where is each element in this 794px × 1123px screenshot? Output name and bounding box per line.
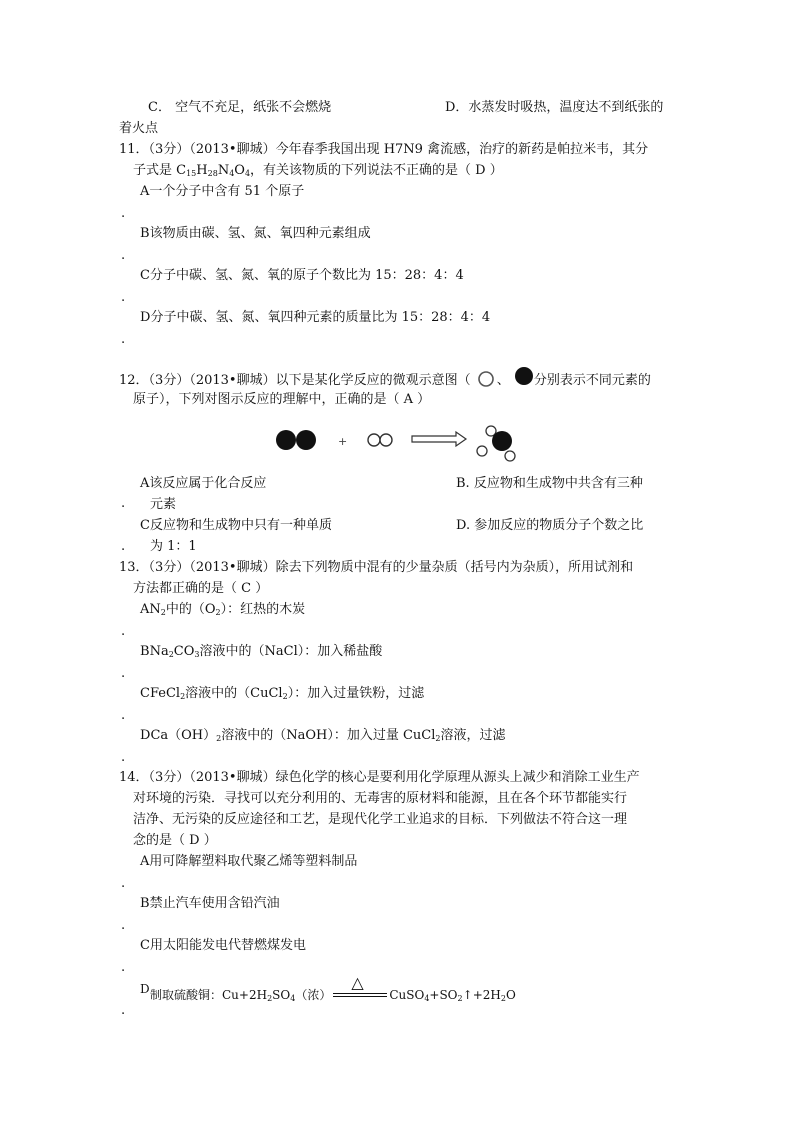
q11-option-b: B该物质由碳、氢、氮、氧四种元素组成 — [140, 226, 371, 241]
plus-sign: + — [338, 435, 348, 448]
q14-dot-c: . — [121, 960, 126, 975]
q11-dot-b: . — [121, 248, 126, 263]
q13-option-c: CFeCl$_2$溶液中的（CuCl$_2$）：加入过量铁粉，过滤 — [140, 686, 425, 701]
q14-dot-b: . — [121, 918, 126, 933]
q13-dot-a: . — [121, 624, 126, 639]
product-molecule — [477, 426, 515, 461]
q11-option-a: A一个分子中含有 51 个原子 — [140, 184, 305, 199]
q13-stem-line1: 13．（3分）（2013•聊城）除去下列物质中混有的少量杂质（括号内为杂质），所用试剂和 — [119, 560, 634, 575]
q14-option-a: A用可降解塑料取代聚乙烯等塑料制品 — [140, 854, 358, 869]
q11-dot-a: . — [121, 206, 126, 221]
reaction-diagram — [270, 420, 530, 468]
q14-dot-d: . — [121, 1003, 126, 1018]
delta-symbol: △ — [351, 973, 364, 992]
q11-stem-line1: 11．（3分）（2013•聊城）今年春季我国出现 H7N9 禽流感，治疗的新药是帕拉米韦，其分 — [119, 142, 649, 157]
gas-arrow-icon: ↑ — [462, 988, 473, 1002]
black-atom-icon — [514, 366, 534, 386]
eq-line-bottom — [333, 996, 387, 997]
reaction-arrow — [412, 432, 466, 446]
q12-stem-line1: 12．（3分）（2013•聊城）以下是某化学反应的微观示意图（ 、 分别表示不同元素的 — [119, 366, 651, 390]
q14-option-b: B禁止汽车使用含铅汽油 — [140, 896, 280, 911]
q12-option-c: C反应物和生成物中只有一种单质 — [140, 518, 332, 533]
q10-option-c: C． 空气不充足，纸张不会燃烧 — [148, 100, 332, 115]
q14-stem-line1: 14．（3分）（2013•聊城）绿色化学的核心是要利用化学原理从源头上减少和消除工业生产 — [119, 770, 640, 785]
q11-dot-c: . — [121, 290, 126, 305]
q12-option-d: D. 参加反应的物质分子个数之比 — [456, 518, 644, 533]
q14-dot-a: . — [121, 876, 126, 891]
q13-option-b: $BNa_2CO_3$溶液中的（NaCl）：加入稀盐酸 — [140, 644, 383, 659]
q12-option-b-cont: 元素 — [150, 497, 177, 512]
white-atom-icon — [475, 370, 497, 388]
q12-option-b: B. 反应物和生成物中共含有三种 — [456, 476, 643, 491]
q13-option-d: $DCa(OH)_2$溶液中的（NaOH）：加入过量 CuCl$_2$溶液，过滤 — [140, 728, 506, 743]
q13-stem-line2: 方法都正确的是（ C ） — [133, 581, 269, 596]
q10-option-d: D．水蒸发时吸热，温度达不到纸张的 — [445, 100, 664, 115]
q14-stem-line4: 念的是（ D ） — [133, 833, 217, 848]
q11-option-d: D分子中碳、氢、氮、氧四种元素的质量比为 15：28：4：4 — [140, 310, 491, 325]
reactant-white-molecule — [368, 434, 392, 446]
q13-dot-d: . — [121, 750, 126, 765]
q14-stem-line3: 洁净、无污染的反应途径和工艺，是现代化学工业追求的目标．下列做法不符合这一理 — [133, 812, 628, 827]
q10-option-d-cont: 着火点 — [119, 121, 159, 136]
reactant-black-molecule — [276, 430, 316, 450]
q13-option-a: $AN_2$中的$(O_2)$：红热的木炭 — [140, 602, 306, 617]
q12-option-d-cont: 为 1：1 — [150, 539, 197, 554]
q14-option-d: 制取硫酸铜：$Cu+2H_2SO_4$（浓） △ $CuSO_4+SO_2↑+2H_2O$ — [150, 973, 516, 1003]
q13-dot-c: . — [121, 708, 126, 723]
q12-dot-c: . — [121, 539, 126, 554]
q13-dot-b: . — [121, 666, 126, 681]
q11-option-c: C分子中碳、氢、氮、氧的原子个数比为 15：28：4：4 — [140, 268, 464, 283]
q14-option-c: C用太阳能发电代替燃煤发电 — [140, 938, 306, 953]
q14-option-d-letter: D — [140, 982, 150, 996]
q11-stem-line2: 子式是 $C_{15}H_{28}N_4O_4$，有关该物质的下列说法不正确的是（ D ） — [133, 163, 503, 178]
q14-stem-line2: 对环境的污染．寻找可以充分利用的、无毒害的原材料和能源，且在各个环节都能实行 — [133, 791, 628, 806]
q12-option-a: A该反应属于化合反应 — [140, 476, 267, 491]
heating-condition — [331, 973, 389, 1004]
q11-dot-d: . — [121, 332, 126, 347]
q12-dot-a: . — [121, 496, 126, 511]
q12-stem-line2: 原子），下列对图示反应的理解中，正确的是（ A ） — [133, 392, 431, 407]
eq-line-top — [333, 993, 387, 994]
